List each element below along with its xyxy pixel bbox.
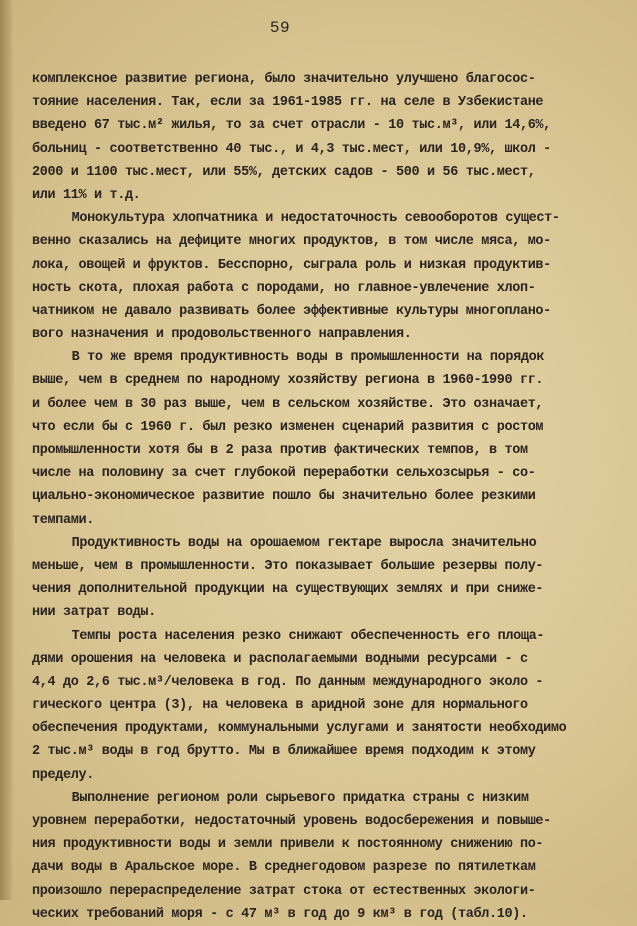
text-line: уровнем переработки, недостаточный уровень водосбережения и повыше- <box>32 814 551 829</box>
typewritten-body <box>32 68 637 926</box>
page-binding-shadow <box>0 0 14 900</box>
text-line: нии затрат воды. <box>32 605 156 621</box>
text-line: чатником не давало развивать более эффективные культуры многоплано- <box>32 303 551 319</box>
text-line: 2000 и 1100 тыс.мест, или 55%, детских садов - 500 и 56 тыс.мест, <box>32 164 536 180</box>
text-line: чения дополнительной продукции на существующих землях и при сниже- <box>32 582 544 598</box>
text-line: темпами. <box>32 512 94 528</box>
page-number: 59 <box>269 19 291 37</box>
text-line: больниц - соответственно 40 тыс., и 4,3 тыс.мест, или 10,9%, школ - <box>32 141 551 157</box>
text-line: введено 67 тыс.м² жилья, то за счет отрасли - 10 тыс.м³, или 14,6%, <box>32 118 551 134</box>
text-line: что если бы с 1960 г. был резко изменен сценарий развития с ростом <box>32 419 544 435</box>
text-line: меньше, чем в промышленности. Это показывает большие резервы полу- <box>32 558 544 574</box>
text-line: лока, овощей и фруктов. Бесспорно, сыграла роль и низкая продуктив- <box>32 257 551 273</box>
text-line: числе на половину за счет глубокой переработки сельхозсырья - со- <box>32 466 536 482</box>
text-line: пределу. <box>32 767 94 783</box>
text-line: дями орошения на человека и располагаемыми водными ресурсами - с <box>32 651 528 667</box>
text-line: промышленности хотя бы в 2 раза против фактических темпов, в том <box>32 443 528 458</box>
text-line: дачи воды в Аральское море. В среднегодовом разрезе по пятилеткам <box>32 860 536 876</box>
paragraph-first-line: Выполнение регионом роли сырьевого придатка страны с низким <box>71 790 529 806</box>
text-line: 2 тыс.м³ воды в год брутто. Мы в ближайшее время подходим к этому <box>32 744 536 760</box>
text-line: комплексное развитие региона, было значительно улучшено благосос- <box>32 72 536 87</box>
text-line: и более чем в 30 раз выше, чем в сельском хозяйстве. Это означает, <box>32 396 544 412</box>
text-line: ния продуктивности воды и земли привели к постоянному снижению по- <box>32 837 544 853</box>
text-line: 4,4 до 2,6 тыс.м³/человека в год. По данным международного эколо - <box>32 674 544 690</box>
text-line: ческих требований моря - с 47 м³ в год до 9 км³ в год (табл.10). <box>32 906 528 922</box>
text-line: гического центра (3), на человека в аридной зоне для нормального <box>32 698 528 714</box>
paragraph-first-line: Темпы роста населения резко снижают обеспеченность его площа- <box>71 628 545 644</box>
paragraph-first-line: Монокультура хлопчатника и недостаточность севооборотов сущест- <box>71 211 560 227</box>
text-line: вого назначения и продовольственного направления. <box>32 327 412 343</box>
text-line: ность скота, плохая работа с породами, но главное-увлечение хлоп- <box>32 280 536 296</box>
paragraph-first-line: Продуктивность воды на орошаемом гектаре выросла значительно <box>71 535 537 551</box>
text-line: венно сказались на дефиците многих продуктов, в том числе мяса, мо- <box>32 234 551 250</box>
text-line: выше, чем в среднем по народному хозяйству региона в 1960-1990 гг. <box>32 373 544 389</box>
paragraph-first-line: В то же время продуктивность воды в промышленности на порядок <box>71 350 545 366</box>
text-line: или 11% и т.д. <box>32 187 141 203</box>
text-line: тояние населения. Так, если за 1961-1985 гг. на селе в Узбекистане <box>32 95 544 111</box>
text-line: циально-экономическое развитие пошло бы значительно более резкими <box>32 489 536 505</box>
text-line: обеспечения продуктами, коммунальными услугами и занятости необходимо <box>32 721 567 737</box>
text-line: произошло перераспределение затрат стока от естественных экологи- <box>32 883 536 899</box>
